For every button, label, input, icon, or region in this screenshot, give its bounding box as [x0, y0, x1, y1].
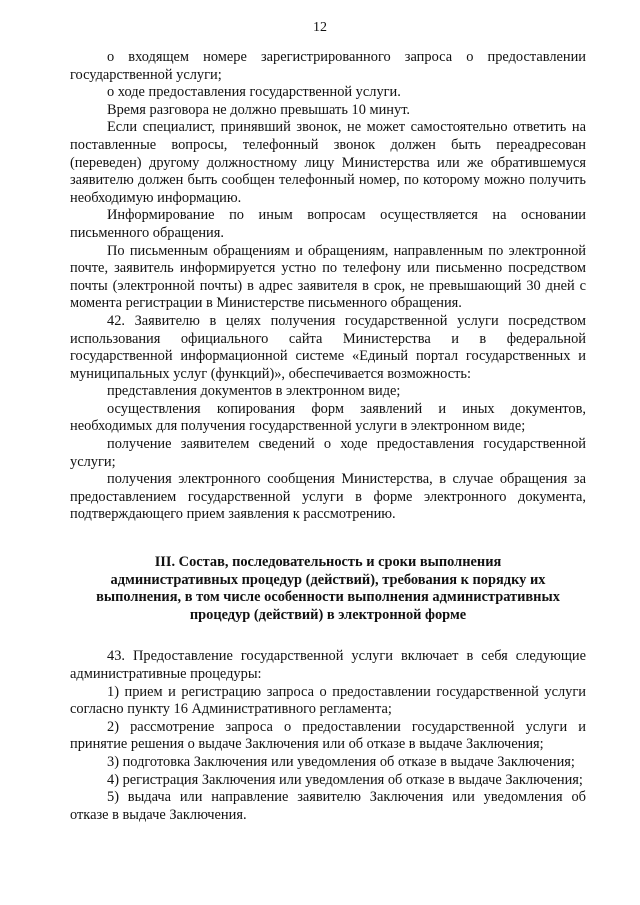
paragraph: 42. Заявителю в целях получения государственной услуги посредством использования официального сайта Министерства и в федеральной государственной информационной системе «Единый портал государственных и муниципальных услуг (функций)», обеспечивается возможность: — [70, 312, 586, 382]
paragraph: Время разговора не должно превышать 10 минут. — [107, 101, 411, 118]
paragraph: представления документов в электронном виде; — [107, 383, 401, 400]
paragraph: о входящем номере зарегистрированного запроса о предоставлении государственной услуги; — [70, 49, 586, 83]
paragraph: По письменным обращениям и обращениям, направленным по электронной почте, заявитель информируется устно по телефону или письменно посредством почты (электронной почты) в адрес заявителя в срок, не превышающий 30 дней с момента регистрации в Министерстве письменного обращения. — [70, 242, 586, 312]
paragraph: Информирование по иным вопросам осуществляется на основании письменного обращения. — [70, 207, 586, 241]
list-item: 4) регистрация Заключения или уведомления об отказе в выдаче Заключения; — [107, 771, 583, 788]
paragraphs-before — [70, 49, 586, 524]
paragraph: получения электронного сообщения Министерства, в случае обращения за предоставлением государственной услуги в форме электронного документа, подтверждающего прием заявления к рассмотрению. — [70, 471, 586, 523]
section-heading — [70, 554, 586, 624]
paragraph: Если специалист, принявший звонок, не может самостоятельно ответить на поставленные вопросы, телефонный звонок должен быть переадресован (переведен) другому должностному лицу Министерства или же обратившемуся заявителю должен быть сообщен телефонный номер, по которому можно получить необходимую информацию. — [70, 119, 586, 206]
paragraph: осуществления копирования форм заявлений и иных документов, необходимых для получения государственной услуги в электронном виде; — [70, 400, 586, 435]
paragraph: о ходе предоставления государственной услуги. — [107, 84, 401, 101]
section-heading-line: административных процедур (действий), требования к порядку их — [110, 571, 546, 588]
paragraph: 43. Предоставление государственной услуги включает в себя следующие административные процедуры: — [70, 648, 586, 682]
section-heading-line: III. Состав, последовательность и сроки выполнения — [154, 554, 502, 571]
list-item: 1) прием и регистрацию запроса о предоставлении государственной услуги согласно пункту 16 Административного регламента; — [70, 683, 586, 718]
list-item: 2) рассмотрение запроса о предоставлении государственной услуги и принятие решения о выдаче Заключения или об отказе в выдаче Заключения; — [70, 718, 586, 753]
section-heading-line: процедур (действий) в электронной форме — [189, 606, 467, 623]
document-body — [70, 49, 586, 824]
page-number: 12 — [313, 20, 327, 35]
list-item: 3) подготовка Заключения или уведомления об отказе в выдаче Заключения; — [107, 753, 575, 770]
list-item: 5) выдача или направление заявителю Заключения или уведомления об отказе в выдаче Заключения. — [70, 789, 586, 823]
section-heading-line: выполнения, в том числе особенности выполнения административных — [96, 589, 560, 606]
paragraph: получение заявителем сведений о ходе предоставления государственной услуги; — [70, 436, 586, 470]
paragraphs-after — [70, 648, 586, 824]
